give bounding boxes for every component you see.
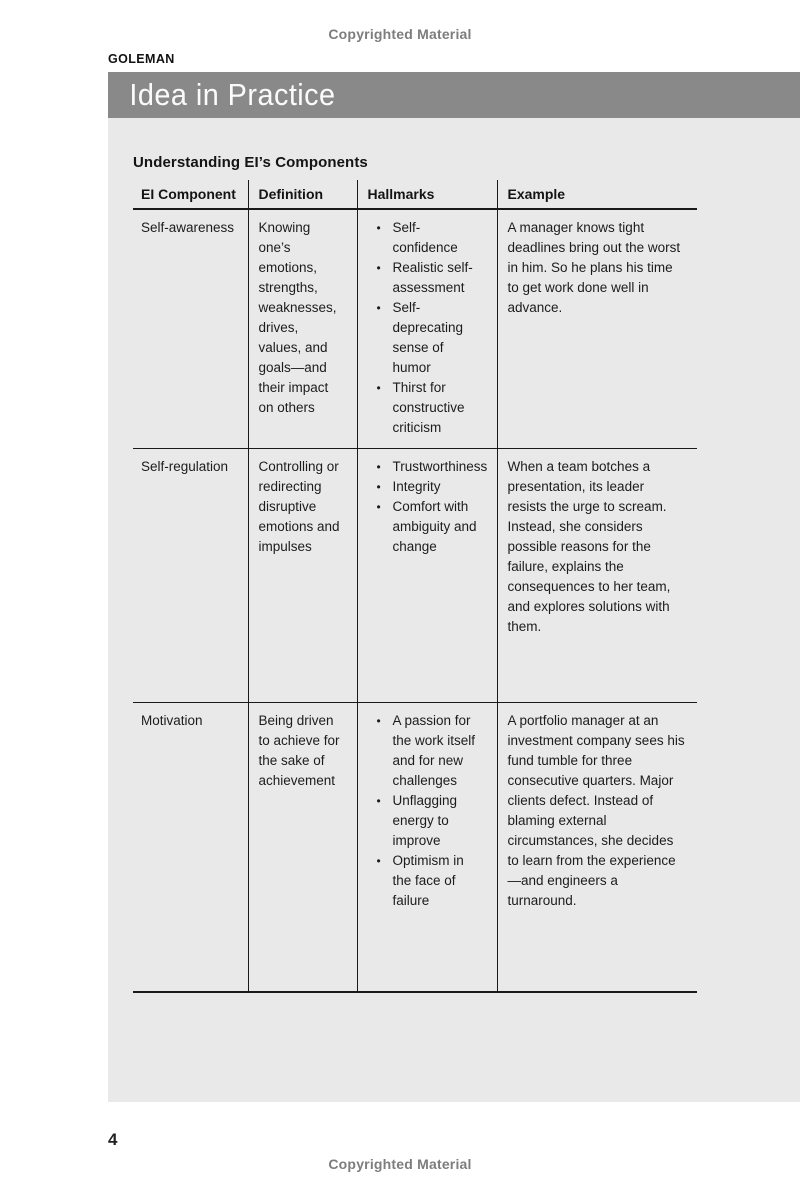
hallmark-item <box>368 258 485 298</box>
hallmark-text: A passion for the work itself and for new challenges <box>392 713 476 788</box>
author-running-head: GOLEMAN <box>108 52 175 66</box>
hallmark-text: Optimism in the face of failure <box>392 853 464 908</box>
col-header-ei-component: EI Component <box>133 180 248 209</box>
hallmark-item <box>368 791 485 851</box>
hallmark-text: Integrity <box>392 479 441 494</box>
hallmark-text: Unflagging energy to improve <box>392 793 458 848</box>
hallmark-item <box>368 497 485 557</box>
ei-components-table <box>133 180 697 993</box>
hallmark-text: Self-deprecating sense of humor <box>392 300 464 375</box>
bullet-icon: • <box>376 714 381 728</box>
bullet-icon: • <box>376 261 381 275</box>
cell-definition: Being driven to achieve for the sake of achievement <box>248 703 357 992</box>
copyright-notice-top: Copyrighted Material <box>328 26 472 42</box>
col-header-definition: Definition <box>248 180 357 209</box>
cell-component: Motivation <box>133 703 248 992</box>
cell-definition: Controlling or redirecting disruptive emotions and impulses <box>248 449 357 703</box>
hallmark-item <box>368 477 485 497</box>
hallmark-item <box>368 457 488 477</box>
section-heading: Understanding EI’s Components <box>133 154 368 171</box>
hallmark-text: Realistic self-assessment <box>392 260 473 295</box>
hallmark-text: Trustworthiness <box>392 459 488 474</box>
table-header-row <box>133 180 697 209</box>
hallmark-text: Thirst for constructive criticism <box>392 380 465 435</box>
hallmark-item <box>368 851 485 911</box>
content-panel <box>108 118 800 1102</box>
hallmark-item <box>368 711 485 791</box>
copyright-notice-bottom: Copyrighted Material <box>328 1156 472 1172</box>
bullet-icon: • <box>376 301 381 315</box>
page-number: 4 <box>108 1130 118 1149</box>
hallmark-text: Comfort with ambiguity and change <box>392 499 477 554</box>
bullet-icon: • <box>376 460 381 474</box>
cell-example: A manager knows tight deadlines bring out the worst in him. So he plans his time to get work done well in advance. <box>497 209 697 449</box>
hallmark-item <box>368 218 485 258</box>
table-row-self-awareness <box>133 209 697 449</box>
bullet-icon: • <box>376 480 381 494</box>
bullet-icon: • <box>376 854 381 868</box>
hallmark-item <box>368 378 485 438</box>
hallmark-text: Self-confidence <box>392 220 458 255</box>
table-row-self-regulation <box>133 449 697 703</box>
cell-example: When a team botches a presentation, its leader resists the urge to scream. Instead, she considers possible reasons for the failure, explains the consequences to her team, and explores solutions with them. <box>497 449 697 703</box>
banner-title: Idea in Practice <box>129 77 336 112</box>
bullet-icon: • <box>376 381 381 395</box>
cell-example: A portfolio manager at an investment company sees his fund tumble for three consecutive quarters. Major clients defect. Instead of blaming external circumstances, she decides to learn from the experience—and engineers a turnaround. <box>497 703 697 992</box>
cell-hallmarks <box>357 449 497 703</box>
idea-in-practice-banner <box>108 72 800 118</box>
cell-hallmarks <box>357 703 497 992</box>
col-header-example: Example <box>497 180 697 209</box>
table-row-motivation <box>133 703 697 992</box>
cell-definition: Knowing one’s emotions, strengths, weaknesses, drives, values, and goals—and their impact on others <box>248 209 357 449</box>
cell-component: Self-awareness <box>133 209 248 449</box>
bullet-icon: • <box>376 221 381 235</box>
cell-component: Self-regulation <box>133 449 248 703</box>
bullet-icon: • <box>376 500 381 514</box>
col-header-hallmarks: Hallmarks <box>357 180 497 209</box>
cell-hallmarks <box>357 209 497 449</box>
hallmark-item <box>368 298 485 378</box>
bullet-icon: • <box>376 794 381 808</box>
